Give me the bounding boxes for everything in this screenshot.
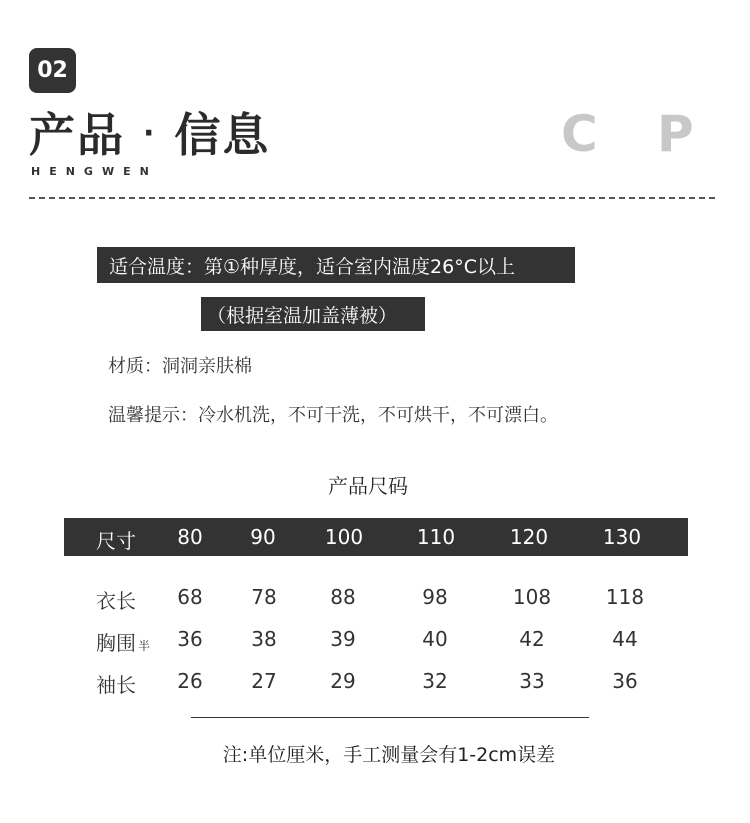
- deco-letter-p: P: [657, 105, 694, 163]
- section-number-badge: 02: [29, 48, 76, 93]
- table-cell: 38: [251, 627, 277, 651]
- row-label-sleeve: [96, 669, 136, 698]
- size-table-title: 产品尺码: [328, 474, 408, 498]
- size-table-header: [64, 518, 688, 556]
- table-cell: 36: [612, 669, 638, 693]
- dashed-divider: [29, 197, 715, 199]
- table-cell: 27: [251, 669, 277, 693]
- row-label-length: [96, 585, 136, 614]
- table-cell: 29: [330, 669, 356, 693]
- table-cell: 42: [519, 627, 545, 651]
- temperature-label: 适合温度：第①种厚度，适合室内温度26°C以上: [97, 247, 575, 283]
- measurement-note: 注:单位厘米，手工测量会有1-2cm误差: [222, 744, 556, 766]
- table-cell: 36: [177, 627, 203, 651]
- table-cell: 88: [330, 585, 356, 609]
- title-left: 产品: [29, 108, 125, 162]
- page-title: [29, 104, 270, 165]
- table-cell: 40: [422, 627, 448, 651]
- header-size-100: 100: [324, 525, 364, 549]
- page-subtitle: HENGWEN: [31, 165, 158, 178]
- material-text: 材质：洞洞亲肤棉: [108, 356, 252, 377]
- table-cell: 44: [612, 627, 638, 651]
- temperature-note-label: （根据室温加盖薄被）: [201, 297, 425, 331]
- table-cell: 26: [177, 669, 203, 693]
- header-size-90: 90: [250, 525, 276, 549]
- row-label-text: 袖长: [96, 673, 136, 697]
- header-size-130: 130: [602, 525, 642, 549]
- table-cell: 68: [177, 585, 203, 609]
- table-cell: 78: [251, 585, 277, 609]
- table-cell: 39: [330, 627, 356, 651]
- table-cell: 33: [519, 669, 545, 693]
- header-size-label: 尺寸: [96, 529, 136, 553]
- header-size-110: 110: [416, 525, 456, 549]
- row-label-suffix: 半: [138, 639, 151, 653]
- table-cell: 98: [422, 585, 448, 609]
- deco-letter-c: C: [561, 105, 598, 163]
- table-cell: 118: [605, 585, 645, 609]
- title-separator: ·: [143, 116, 157, 151]
- row-label-text: 胸围: [96, 631, 136, 655]
- title-right: 信息: [174, 108, 271, 162]
- row-label-text: 衣长: [96, 589, 136, 613]
- table-cell: 32: [422, 669, 448, 693]
- header-size-120: 120: [509, 525, 549, 549]
- care-tips-text: 温馨提示：冷水机洗，不可干洗，不可烘干，不可漂白。: [108, 405, 558, 426]
- table-cell: 108: [512, 585, 552, 609]
- row-label-chest: [96, 627, 150, 656]
- header-size-80: 80: [177, 525, 203, 549]
- table-bottom-rule: [191, 717, 589, 718]
